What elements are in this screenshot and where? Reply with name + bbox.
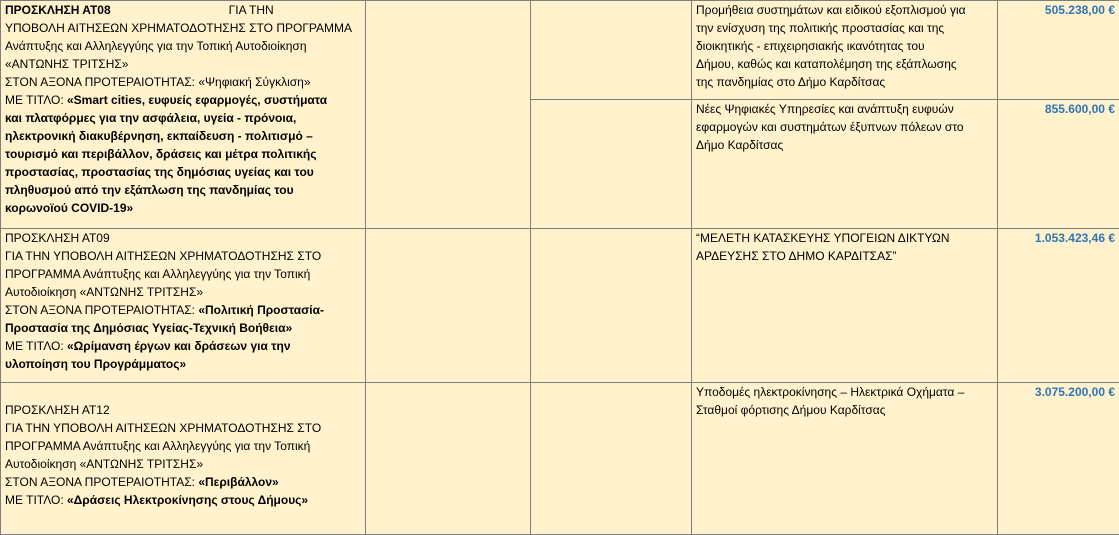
table-row [1, 1, 1119, 100]
call-code: ΠΡΟΣΚΛΗΣΗ ΑΤ08 [5, 3, 111, 17]
empty-cell [531, 1, 692, 100]
empty-cell [366, 1, 531, 229]
table-row [1, 383, 1119, 535]
empty-cell [531, 100, 692, 229]
project-title-cell: “ΜΕΛΕΤΗ ΚΑΤΑΣΚΕΥΗΣ ΥΠΟΓΕΙΩΝ ΔΙΚΤΥΩΝ ΑΡΔΕΥΣΗΣ ΣΤΟ ΔΗΜΟ ΚΑΡΔΙΤΣΑΣ” [692, 229, 998, 383]
call-description-cell: ΠΡΟΣΚΛΗΣΗ ΑΤ12 ΓΙΑ ΤΗΝ ΥΠΟΒΟΛΗ ΑΙΤΗΣΕΩΝ ΧΡΗΜΑΤΟΔΟΤΗΣΗΣ ΣΤΟ ΠΡΟΓΡΑΜΜΑ Ανάπτυξης και Αλληλεγγύης για την Τοπική Αυτοδιοίκηση «ΑΝΤΩΝΗΣ ΤΡΙΤΣΗΣ» ΣΤΟΝ ΑΞΟΝΑ ΠΡΟΤΕΡΑΙΟΤΗΤΑΣ: «Περιβάλλον» ΜΕ ΤΙΤΛΟ: «Δράσεις Ηλεκτροκίνησης στους Δήμους» [1, 383, 366, 535]
call-code: ΠΡΟΣΚΛΗΣΗ ΑΤ09 [5, 229, 361, 247]
call-description-cell: ΠΡΟΣΚΛΗΣΗ ΑΤ08 ΓΙΑ ΤΗΝ ΥΠΟΒΟΛΗ ΑΙΤΗΣΕΩΝ ΧΡΗΜΑΤΟΔΟΤΗΣΗΣ ΣΤΟ ΠΡΟΓΡΑΜΜΑ Ανάπτυξης και Αλληλεγγύης για την Τοπική Αυτοδιοίκηση «ΑΝΤΩΝΗΣ ΤΡΙΤΣΗΣ» ΣΤΟΝ ΑΞΟΝΑ ΠΡΟΤΕΡΑΙΟΤΗΤΑΣ: «Ψηφιακή Σύγκλιση» ΜΕ ΤΙΤΛΟ: «Smart cities, ευφυείς εφαρμογές, συστήματα και πλατφόρμες για την ασφάλεια, υγεία - πρόνοια, ηλεκτρονική διακυβέρνηση, εκπαίδευση - πολιτισμό – τουρισμό και περιβάλλον, δράσεις και μέτρα πολιτικής προστασίας, προστασίας της δημόσιας υγείας και του πληθυσμού από την εξάπλωση της πανδημίας του κορωνοϊού COVID-19» [1, 1, 366, 229]
empty-cell [531, 229, 692, 383]
project-title-cell: Υποδομές ηλεκτροκίνησης – Ηλεκτρικά Οχήματα – Σταθμοί φόρτισης Δήμου Καρδίτσας [692, 383, 998, 535]
budget-amount: 3.075.200,00 € [998, 383, 1119, 535]
table-row [1, 229, 1119, 383]
budget-amount: 505.238,00 € [998, 1, 1119, 100]
call-code: ΠΡΟΣΚΛΗΣΗ ΑΤ12 [5, 401, 361, 419]
project-title-cell: Νέες Ψηφιακές Υπηρεσίες και ανάπτυξη ευφυών εφαρμογών και συστημάτων έξυπνων πόλεων στο Δήμο Καρδίτσας [692, 100, 998, 229]
budget-amount: 1.053.423,46 € [998, 229, 1119, 383]
project-title-cell: Προμήθεια συστημάτων και ειδικού εξοπλισμού για την ενίσχυση της πολιτικής προστασίας και της διοικητικής - επιχειρησιακής ικανότητας του Δήμου, καθώς και καταπολέμηση της εξάπλωσης της πανδημίας στο Δήμο Καρδίτσας [692, 1, 998, 100]
empty-cell [366, 383, 531, 535]
call-description-cell: ΠΡΟΣΚΛΗΣΗ ΑΤ09 ΓΙΑ ΤΗΝ ΥΠΟΒΟΛΗ ΑΙΤΗΣΕΩΝ ΧΡΗΜΑΤΟΔΟΤΗΣΗΣ ΣΤΟ ΠΡΟΓΡΑΜΜΑ Ανάπτυξης και Αλληλεγγύης για την Τοπική Αυτοδιοίκηση «ΑΝΤΩΝΗΣ ΤΡΙΤΣΗΣ» ΣΤΟΝ ΑΞΟΝΑ ΠΡΟΤΕΡΑΙΟΤΗΤΑΣ: «Πολιτική Προστασία- Προστασία της Δημόσιας Υγείας-Τεχνική Βοήθεια» ΜΕ ΤΙΤΛΟ: «Ωρίμανση έργων και δράσεων για την υλοποίηση του Προγράμματος» [1, 229, 366, 383]
budget-amount: 855.600,00 € [998, 100, 1119, 229]
empty-cell [531, 383, 692, 535]
empty-cell [366, 229, 531, 383]
